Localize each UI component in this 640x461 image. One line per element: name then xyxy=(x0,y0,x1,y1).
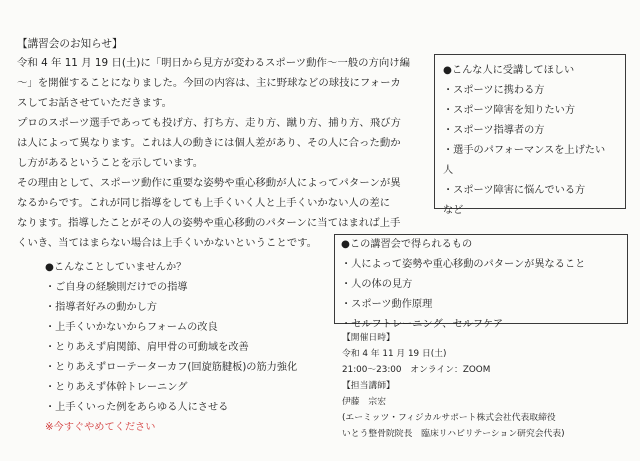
gains-box xyxy=(334,234,628,330)
date-label: 【開催日時】 xyxy=(342,333,395,343)
intro-line: し方があるということを示しています。 xyxy=(17,157,204,169)
gains-item: ・セルフトレーニング、セルフケア xyxy=(341,319,504,330)
intro-line: くいき、当てはまらない場合は上手くいかないということです。 xyxy=(17,237,318,249)
intro-line: なるからです。これが同じ指導をしても上手くいく人と上手くいかない人の差に xyxy=(17,197,391,209)
intro-line: その理由として、スポーツ動作に重要な姿勢や重心移動が人によってパターンが異 xyxy=(17,177,401,189)
target-item-cont: 人 xyxy=(443,165,454,176)
event-date: 令和 4 年 11 月 19 日(土) xyxy=(342,349,447,359)
target-item-cont: など xyxy=(443,205,464,216)
checklist-item: ・ご自身の経験則だけでの指導 xyxy=(45,282,188,293)
target-heading: ●こんな人に受講してほしい xyxy=(443,65,575,76)
gains-item: ・スポーツ動作原理 xyxy=(341,299,433,310)
lecturer-affiliation: (エーミッツ・フィジカルサポート株式会社代表取締役 xyxy=(342,413,556,423)
intro-line: 令和 4 年 11 月 19 日(土)に「明日から見方が変わるスポーツ動作〜一般の方向け編 xyxy=(17,57,411,69)
gains-heading: ●この講習会で得られるもの xyxy=(341,239,473,250)
checklist-item: ・上手くいかないからフォームの改良 xyxy=(45,322,218,333)
checklist-item: ・指導者好みの動かし方 xyxy=(45,302,158,313)
target-item: ・選手のパフォーマンスを上げたい xyxy=(443,145,606,156)
intro-line: は人によって異なります。これは人の動きには個人差があり、その人に合った動か xyxy=(17,137,401,149)
intro-line: 〜」を開催することになりました。今回の内容は、主に野球などの球技にフォーカ xyxy=(17,77,401,89)
warning-text: ※今すぐやめてください xyxy=(45,422,156,433)
lecturer-name: 伊藤 宗宏 xyxy=(342,397,386,407)
lecturer-affiliation: いとう整骨院院長 臨床リハビリテーション研究会代表) xyxy=(342,429,565,439)
target-audience-box xyxy=(434,54,626,216)
target-item: ・スポーツに携わる方 xyxy=(443,85,545,96)
lecturer-label: 【担当講師】 xyxy=(342,381,395,391)
notice-title: 【講習会のお知らせ】 xyxy=(17,38,123,50)
gains-item: ・人の体の見方 xyxy=(341,279,413,290)
intro-line: スしてお話させていただきます。 xyxy=(17,97,173,109)
checklist-item: ・とりあえずローテーターカフ(回旋筋腱板)の筋力強化 xyxy=(45,362,298,373)
checklist-heading: ●こんなことしていませんか？ xyxy=(45,262,187,273)
checklist-item: ・上手くいった例をあらゆる人にさせる xyxy=(45,402,229,413)
intro-line: プロのスポーツ選手であっても投げ方、打ち方、走り方、蹴り方、捕り方、飛び方 xyxy=(17,117,401,129)
target-item: ・スポーツ障害を知りたい方 xyxy=(443,105,576,116)
checklist-item: ・とりあえず肩関節、肩甲骨の可動域を改善 xyxy=(45,342,249,353)
target-item: ・スポーツ指導者の方 xyxy=(443,125,545,136)
event-time: 21:00〜23:00 オンライン：ZOOM xyxy=(342,365,491,375)
checklist-item: ・とりあえず体幹トレーニング xyxy=(45,382,188,393)
intro-line: なります。指導したことがその人の姿勢や重心移動のパターンに当てはまれば上手 xyxy=(17,217,401,229)
gains-item: ・人によって姿勢や重心移動のパターンが異なること xyxy=(341,259,586,270)
target-item: ・スポーツ障害に悩んでいる方 xyxy=(443,185,586,196)
